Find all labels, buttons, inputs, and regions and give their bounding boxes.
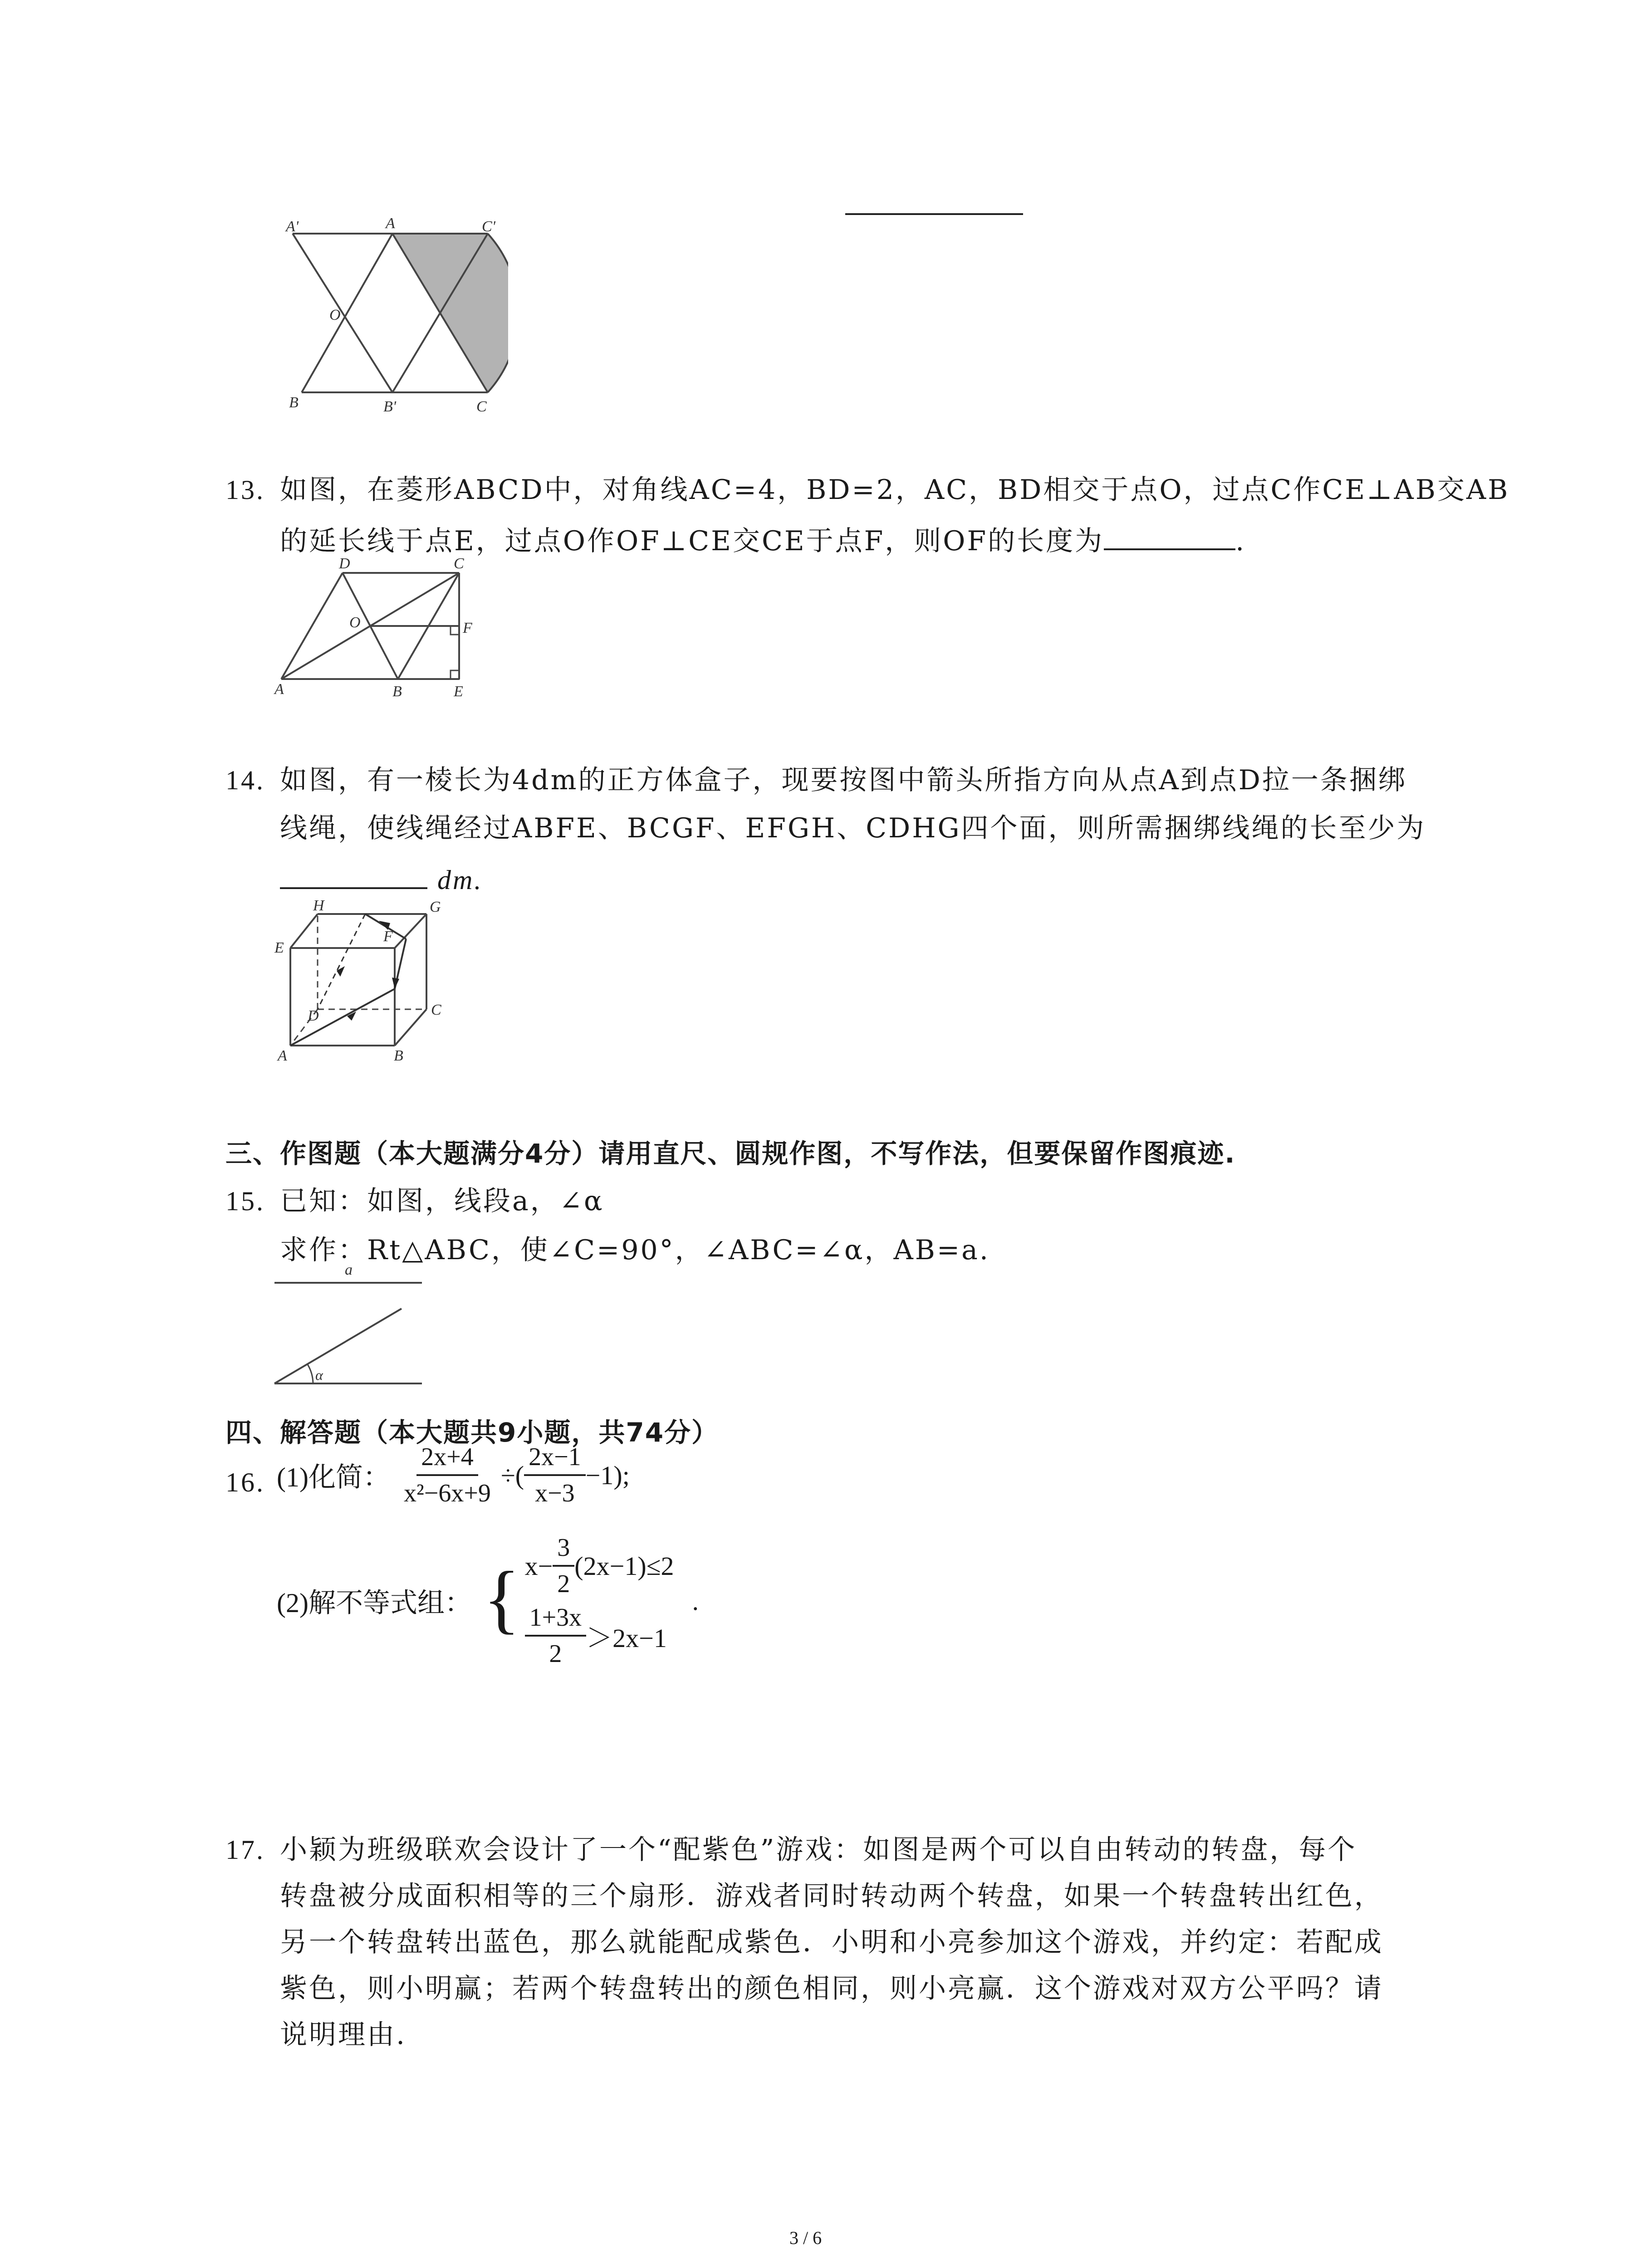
q16-ineq1-post: (2x−1)≤2 bbox=[574, 1551, 674, 1581]
q14-label-b: B bbox=[394, 1047, 403, 1064]
q16-inequality-system bbox=[525, 1533, 674, 1668]
q16-part2-end: . bbox=[692, 1586, 699, 1616]
q14-line-1: 如图，有一棱长为4dm的正方体盒子，现要按图中箭头所指方向从点A到点D拉一条捆绑 bbox=[280, 764, 1407, 796]
q16-part-1 bbox=[277, 1442, 630, 1508]
q12-label-b: B bbox=[289, 394, 299, 411]
q13-label-c: C bbox=[454, 556, 464, 572]
q15-label-a: a bbox=[345, 1261, 353, 1278]
q12-label-a-prime: A' bbox=[286, 218, 299, 235]
q12-label-c: C bbox=[476, 398, 487, 415]
q14-label-e: E bbox=[274, 939, 284, 956]
q16-fraction-2-denominator: x−3 bbox=[535, 1479, 575, 1507]
q13-label-a: A bbox=[274, 681, 284, 698]
q14-label-d: D bbox=[308, 1007, 319, 1024]
q14-label-c: C bbox=[431, 1002, 441, 1018]
q14-label-g: G bbox=[430, 899, 441, 915]
q12-label-b-prime: B' bbox=[383, 398, 397, 415]
q17-line-3: 另一个转盘转出蓝色，那么就能配成紫色．小明和小亮参加这个游戏，并约定：若配成 bbox=[280, 1926, 1383, 1958]
q14-label-f: F bbox=[383, 928, 393, 945]
q16-fraction-1 bbox=[399, 1442, 495, 1508]
q13-label-f: F bbox=[463, 620, 472, 636]
q15-number: 15. bbox=[225, 1186, 265, 1216]
q13-label-o: O bbox=[349, 614, 361, 631]
page-number: 3 / 6 bbox=[789, 2228, 822, 2248]
q12-figure bbox=[272, 213, 508, 417]
q13-label-d: D bbox=[339, 556, 350, 572]
q12-label-a: A bbox=[386, 215, 395, 232]
q13-figure bbox=[272, 556, 490, 705]
q14-number: 14. bbox=[225, 765, 265, 795]
q17-line-4: 紫色，则小明赢；若两个转盘转出的颜色相同，则小亮赢．这个游戏对双方公平吗？请 bbox=[280, 1973, 1383, 2004]
q12-answer-blank[interactable] bbox=[845, 186, 1023, 215]
q13-label-e: E bbox=[454, 683, 463, 700]
q16-divide: ÷( bbox=[500, 1460, 524, 1490]
q16-inequality-2 bbox=[525, 1603, 674, 1668]
q16-fraction-1-denominator: x²−6x+9 bbox=[403, 1479, 491, 1507]
q16-inequality-1 bbox=[525, 1533, 674, 1598]
q17-line-1: 小颖为班级联欢会设计了一个“配紫色”游戏：如图是两个可以自由转动的转盘，每个 bbox=[280, 1834, 1357, 1866]
q16-ineq2-denominator: 2 bbox=[549, 1640, 562, 1668]
q14-label-h: H bbox=[313, 897, 324, 914]
q14-line-3 bbox=[280, 858, 483, 902]
q14-line-2: 线绳，使线绳经过ABFE、BCGF、EFGH、CDHG四个面，则所需捆绑线绳的长至少为 bbox=[280, 812, 1426, 844]
q14-figure bbox=[272, 896, 463, 1068]
q16-ineq2-post: ＞2x−1 bbox=[586, 1623, 667, 1653]
q13-number: 13. bbox=[225, 475, 265, 505]
q16-part-2 bbox=[277, 1533, 699, 1668]
section-4-title: 四、解答题（本大题共9小题，共74分） bbox=[225, 1417, 719, 1448]
q15-line-1: 已知：如图，线段a，∠α bbox=[280, 1185, 604, 1217]
q16-ineq2-numerator: 1+3x bbox=[525, 1603, 587, 1637]
q15-figure bbox=[272, 1261, 426, 1388]
q12-label-o: O bbox=[329, 307, 341, 323]
q14-answer-blank[interactable] bbox=[280, 860, 427, 889]
q16-fraction-2 bbox=[524, 1442, 586, 1508]
q16-fraction-1-numerator: 2x+4 bbox=[416, 1442, 478, 1476]
q16-part2-label: (2)解不等式组： bbox=[277, 1588, 472, 1618]
q15-line-2: 求作：Rt△ABC，使∠C=90°，∠ABC=∠α，AB=a. bbox=[280, 1234, 990, 1266]
q12-shaded-region bbox=[392, 234, 508, 392]
q16-ineq1-denominator: 2 bbox=[557, 1570, 570, 1598]
q16-part1-tail: −1); bbox=[585, 1460, 630, 1490]
q14-label-a: A bbox=[278, 1047, 287, 1064]
q16-ineq1-numerator: 3 bbox=[553, 1533, 574, 1567]
q16-ineq1-pre: x− bbox=[524, 1551, 553, 1581]
q13-label-b: B bbox=[392, 683, 402, 700]
q13-line-2-end: . bbox=[1235, 525, 1246, 557]
q13-line-1: 如图，在菱形ABCD中，对角线AC=4，BD=2，AC，BD相交于点O，过点C作CE⊥AB交AB bbox=[280, 474, 1510, 506]
q16-ineq2-fraction bbox=[525, 1603, 587, 1668]
q13-line-2-text: 的延长线于点E，过点O作OF⊥CE交CE于点F，则OF的长度为 bbox=[280, 525, 1104, 557]
q17-number: 17. bbox=[225, 1835, 265, 1865]
q16-part1-label: (1)化简： bbox=[277, 1462, 390, 1492]
q16-ineq1-fraction bbox=[553, 1533, 574, 1598]
q17-line-5: 说明理由. bbox=[280, 2019, 407, 2051]
section-3-title: 三、作图题（本大题满分4分）请用直尺、圆规作图，不写作法，但要保留作图痕迹. bbox=[225, 1138, 1236, 1169]
q17-line-2: 转盘被分成面积相等的三个扇形．游戏者同时转动两个转盘，如果一个转盘转出红色， bbox=[280, 1880, 1383, 1912]
q12-label-c-prime: C' bbox=[482, 218, 495, 235]
q16-number: 16. bbox=[225, 1467, 265, 1497]
q16-fraction-2-numerator: 2x−1 bbox=[524, 1442, 586, 1476]
q15-label-alpha: α bbox=[315, 1367, 323, 1383]
q13-answer-blank[interactable] bbox=[1104, 521, 1235, 550]
q16-system-brace: { bbox=[483, 1556, 520, 1641]
q14-unit: dm. bbox=[437, 865, 483, 895]
